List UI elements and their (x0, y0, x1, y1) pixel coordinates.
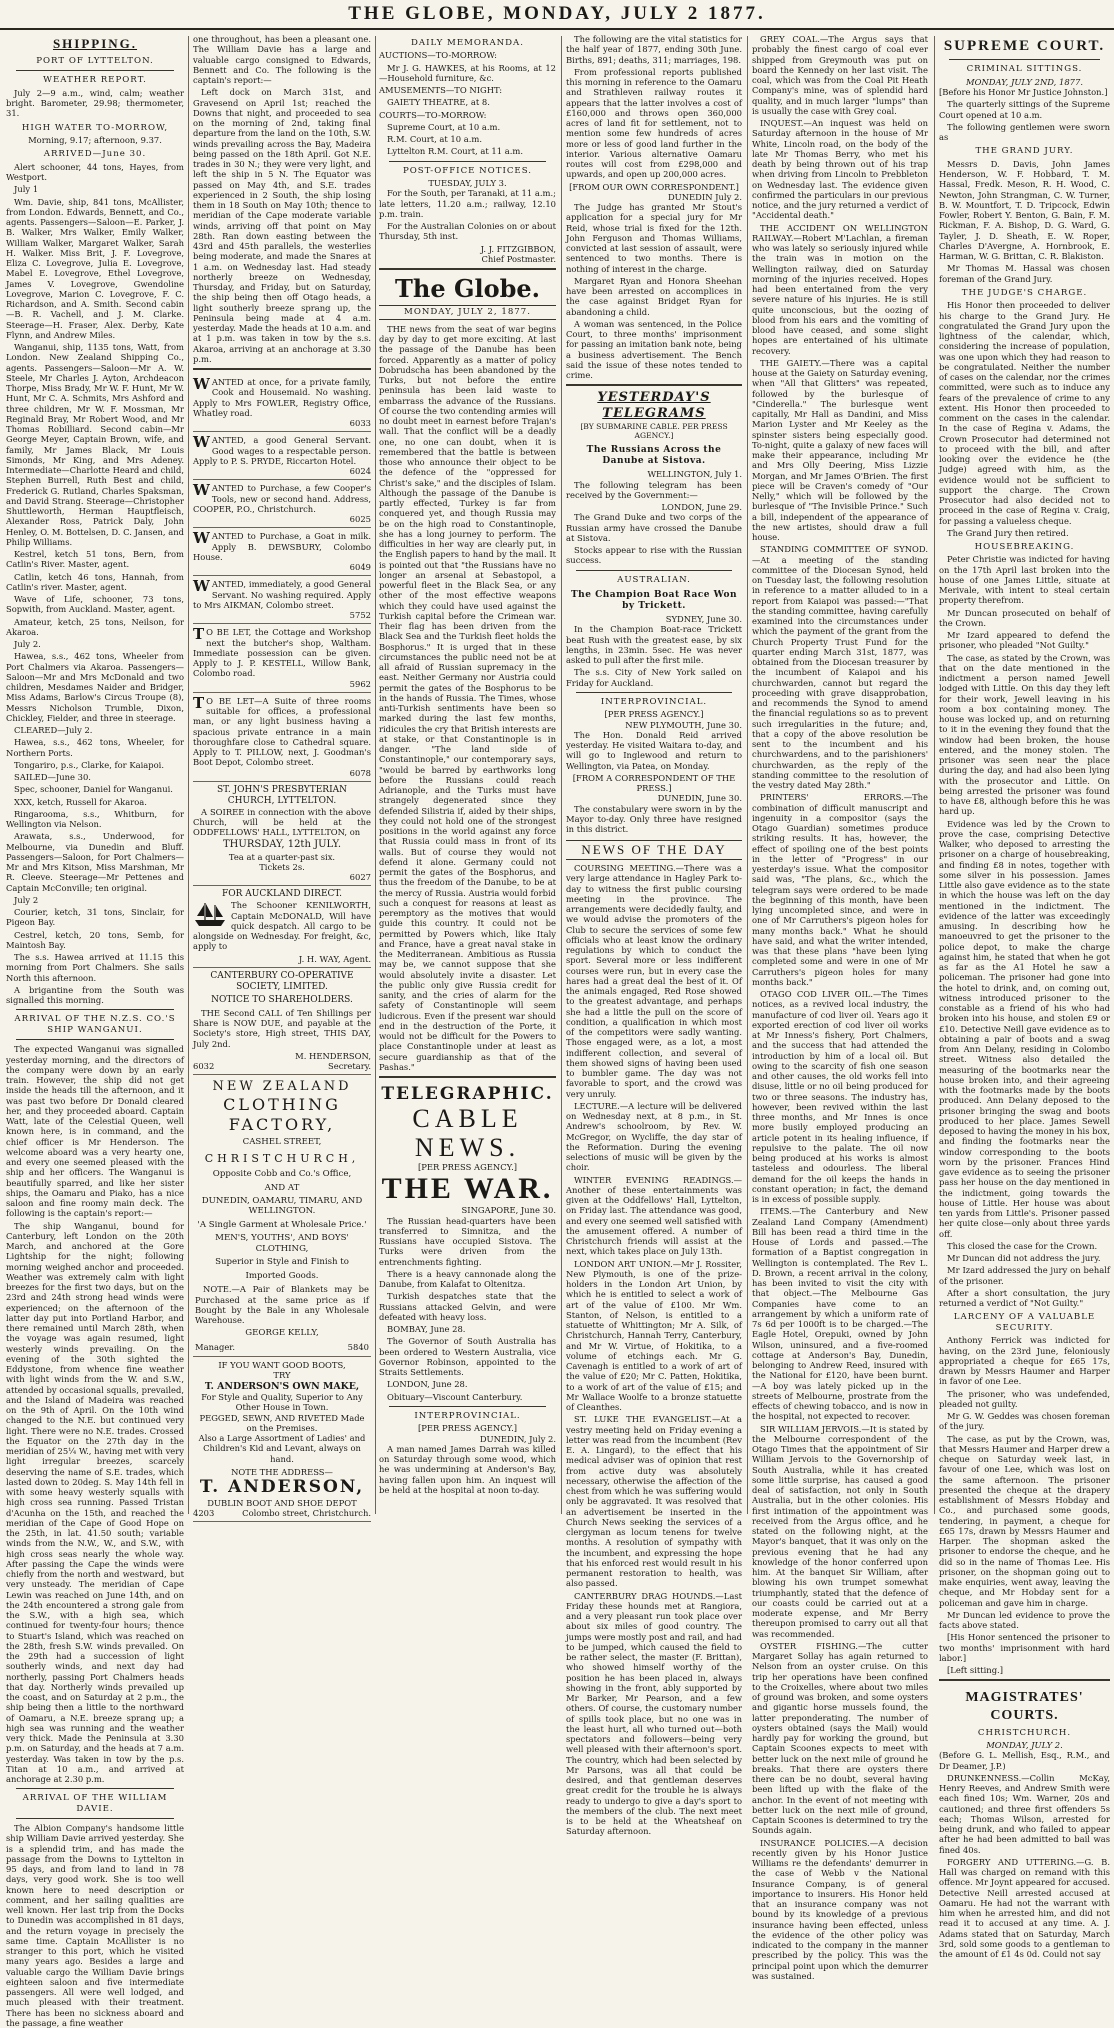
case-paragraph: The prisoner, who was undefended, pleaded not guilty. (939, 1388, 1110, 1409)
news-item: WINTER EVENING READINGS.—Another of these entertainments was given at the Oddfellows' Hall, Lyttelton, on Friday last. The attendance was good, and every one seemed well satisfied with the amusement offered. A number of Christchurch friends will assist at the next, which takes place on July 13th. (566, 1174, 742, 1257)
column-rule (375, 36, 376, 1514)
judges-charge-heading: THE JUDGE'S CHARGE. (961, 287, 1088, 298)
boots-pegged: PEGGED, SEWN, AND RIVETED Made on the Premises. (199, 1412, 365, 1433)
arrival-entry: July 1 (14, 184, 39, 195)
auctions-heading: AUCTIONS—TO-MORROW: (379, 50, 497, 61)
factory-opposite: Opposite Cobb and Co.'s Office, (212, 1169, 352, 1180)
case-paragraph: The case, as put by the Crown, was, that Messrs Haumer and Harper drew a cheque on Saturday week last, in favour of one Lee, which was lost on the same afternoon. The prisoner presented the cheque at the drapery establishment of Messrs Hobday and Co., and purchased some goods, tendering, in payment, a cheque for £65 17s, drawn by Messrs Haumer and Harper. The shopman asked the prisoner to endorse the cheque, and he did so in the name of Thomas Lee. His prisoner, on the shopman going out to make enquiries, went away, leaving the cheque, and Mr Hobday sent for a policeman and gave him in charge. (939, 1433, 1110, 1608)
sittings-opened: The quarterly sittings of the Supreme Court opened at 10 a.m. (939, 99, 1110, 120)
high-water-heading: HIGH WATER TO-MORROW, (21, 122, 169, 133)
ad-number: 5840 (347, 1341, 369, 1352)
ad-number: 6024 (349, 466, 371, 476)
case-paragraph: Anthony Ferrick was indicted for having, on the 23rd June, feloniously appropriated a cheque for £65 17s, drawn by Messrs Haumer and Harper in favor of one Lee. (939, 1335, 1110, 1387)
arrival-entry: July 2 (14, 894, 39, 905)
factory-name: CLOTHING FACTORY, (223, 1095, 341, 1134)
case-paragraph: Evidence was led by the Crown to prove the case, comprising Detective Walker, who deposed to arresting the prisoner on a charge of housebreaking, and finding £8 in notes, together with some silver in his possession. James Little also gave evidence as to the state in which the house was left on the day mentioned in the indictment. The evidence of the latter was exceedingly amusing. In describing how he manoeuvred to get the prisoner to the police depot, to make the charge against him, he stated that when he got as far as the A1 Hotel he saw a policeman. The prisoner had gone into the hotel to drink, and, on coming out, witness introduced prisoner to the constable as a friend of his who had broken into his house, and stolen £9 or £10. Detective Neill gave evidence as to obtaining a pair of boots and a swag from Ann Delany, residing in Colombo street. Witness also detailed the measuring of the bootmarks near the house broken into, and their agreeing with the footmarks made by the boots produced. Ann Delany deposed to the prisoner bringing the swag and boots produced to her place. James Sewell deposed to having the money in his box, and finding the footmarks near the window corresponding to the boots worn by the prisoner. Frances Hind gave evidence as to seeing the prisoner pass her house on the day mentioned in the indictment, going towards the house of Little. Her house was about ten yards from Little's. Prisoner passed her quite close—only about three yards off. (939, 818, 1110, 1239)
case-paragraph: DRUNKENNESS.—Collin McKay, Henry Reeves, and Andrew Smith were each fined 10s; Wm. Warner, 20s and cautioned; and three first offenders 5s each; Thomas Wilson, arrested for being drunk, and who failed to appear after he had been admitted to bail was fined 40s. (939, 1772, 1110, 1855)
auckland-ad (193, 886, 371, 967)
divider (576, 570, 732, 571)
ad-number: 6025 (349, 514, 371, 524)
auckland-agent: J. H. WAY, Agent. (298, 953, 371, 964)
margaret-text: Margaret Ryan and Honora Sheehan have been arrested on accomplices in the case against Bridget Ryan for abandoning a child. (566, 275, 742, 317)
news-item: PRINTERS' ERRORS.—The combination of difficult manuscript and ingenuity in a compositor (says the Otago Guardian) sometimes produce striking results. It has, however, the effect of spoiling one of the best points in the letter of "Progress" in our yesterday's issue. What the compositor said was, "The plans, &c., which the telegram says were ordered to be made the beginning of this month, have been lying uncompleted since, and were in one of Mr Carruthers's pigeon holes for many months back." What he should have said, and what the writer intended, was that these plans "have been lying completed some and were in one of Mr Carruthers's pigeon holes for many months back." (752, 792, 928, 987)
criminal-sittings: CRIMINAL SITTINGS. (966, 64, 1083, 75)
weather-report: July 2—9 a.m., wind, calm; weather bright. Barometer, 29.98; thermometer, 31. (6, 87, 184, 119)
housebreaking-case (939, 554, 1110, 1308)
arrival-entry: Wave of Life, schooner, 73 tons, Sopwith, from Auckland. Master, agent. (6, 594, 184, 615)
mc-cases (939, 1773, 1110, 1960)
divider (389, 1406, 546, 1407)
np-dateline: NEW PLYMOUTH, June 30. (625, 719, 742, 730)
post-day: TUESDAY, JULY 3. (428, 178, 507, 189)
news-item: COURSING MEETING.—There was a very large attendance in Hagley Park to-day to witness the first public coursing meeting in the province. The arrangements were decidedly faulty, and we would advise the promoters of the Club to secure the services of some few officials who at least know the ordinary regulations by which to conduct the sport. Several more or less indifferent courses were run, but in every case the hares had a great deal the best of it. Of the animals engaged, Red Rose showed to the greatest advantage, and perhaps she had a little the pull on the score of condition, a qualification in which most of the competitors were sadly wanting. Those engaged were, as a lot, a most indifferent collection, and several of them showed signs of having been used to bumbler game. The day was not favorable to sport, and the crowd was very unruly. (566, 863, 742, 1099)
arrival-entry: Courier, ketch, 31 tons, Sinclair, for Pigeon Bay. (6, 907, 184, 928)
divider (16, 1788, 174, 1789)
news-item: LONDON ART UNION.—Mr J. Rossiter, New Plymouth, is one of the prize-holders in the London Art Union, by which he is entitled to select a work of art of the value of £100. Mr Wm. Stanton, of Nelson, is entitled to a statuette of Whittington; Mr A. Silk, of Christchurch, Hannah Terry, Canterbury, and Mr W. Virtue, of Hokitika, to a volume of etchings each. Mr G. Cavenagh is entitled to a work of art of the value of £20; Mr C. Patten, Hokitika, to a work of art of the value of £15; and Mr Wallace Woolfe to a bronze statuette of Cleanthes. (566, 1258, 742, 1413)
boots-ad (193, 1357, 371, 1522)
factory-and-at: AND AT (264, 1182, 300, 1193)
postmaster-name: J. J. FITZGIBBON, (480, 243, 556, 254)
divider (566, 384, 742, 386)
australian-heading: AUSTRALIAN. (617, 574, 691, 585)
inter-text: A man named James Darrah was killed on Saturday through some wood, which he was undermining at Anderson's Bay, having fallen upon him. An inquest will be held at the hospital at noon to-day. (379, 1443, 556, 1495)
cable-news-heading: CABLE NEWS. (412, 1103, 523, 1162)
divider (193, 368, 371, 370)
larceny-heading: LARCENY OF A VALUABLE SECURITY. (953, 1312, 1096, 1333)
courts-heading: COURTS—TO-MORROW: (379, 109, 487, 120)
larceny-case (939, 1335, 1110, 1675)
drop-cap: T (193, 693, 205, 712)
arrival-entry: SAILED—June 30. (14, 772, 91, 783)
wanganui-heading: ARRIVAL OF THE N.Z.S. CO.'S SHIP WANGANUI. (14, 1014, 176, 1035)
church-text: A SOIREE in connection with the above Church, will be held at the ODDFELLOWS' HALL, LYTTELTON, on (193, 806, 371, 838)
ad-text: ANTED at once, for a private family, Cook and Housemaid. No washing. Apply to Mrs FOWLER, Registry Office, Whatley road. (193, 377, 371, 418)
davie-continued: one throughout, has been a pleasant one. The William Davie has a large and valuable cargo consigned to Edwards, Bennett and Co. The following is the captain's report:— (193, 34, 371, 85)
war-item: The Russian head-quarters have been transferred to Simnitza, and the Russians have occupied Sistova. The Turks were driven from the entrenchments fighting. (379, 1215, 556, 1267)
case-paragraph: Peter Christie was indicted for having on the 17th April last broken into the house of one James Little, situate at Merivale, with intent to steal certain property therefrom. (939, 554, 1110, 606)
interprovincial-heading: INTERPROVINCIAL. (414, 1410, 521, 1421)
mc-city: CHRISTCHURCH. (977, 1727, 1072, 1738)
factory-manager-title: Manager. (195, 1341, 236, 1352)
drop-cap: W (193, 375, 210, 393)
press-agency: [PER PRESS AGENCY.] (418, 1423, 517, 1434)
case-paragraph: Mr Duncan did not address the jury. (947, 1253, 1101, 1264)
case-paragraph: [Left sitting.] (947, 1665, 1003, 1676)
article-paragraph: The expected Wanganui was signalled yesterday morning, and the directors of the company were down by an early train. However, the ship did not get inside the heads till the afternoon, and it was past two before Dr Donald cleared her, and they proceeded aboard. Captain Watt, late of the Celestial Queen, well known here, is in command, and the chief officer is Mr Henderson. The welcome aboard was a very hearty one, and every one seemed pleased with the ship and her officers. The Wanganui is beautifully sparred, and like her sister ships, the Oamaru and Piako, has a nice saloon and fine roomy main deck. The following is the captain's report:— (6, 1044, 184, 1219)
news-item: ITEMS.—The Canterbury and New Zealand Land Company (Amendment) Bill has been read a third time in the House of Lords and passed.—The formation of a Baptist congregation in Wellington is contemplated. The Rev L. D. Brown, a recent arrival in the colony, has been invited to visit the city with that object.—The Melbourne Gas Companies have come to an arrangement by which a uniform rate of 7s 6d per 1000ft is to be charged.—The Eagle Hotel, Orepuki, owned by John Wilson, uninsured, and a five-roomed cottage at Anderson's Bay, Dunedin, belonging to Andrew Reed, insured with the National for £120, have been burnt.—A boy was lately picked up in the streets of Melbourne, prostrate from the effects of chewing tobacco, and is now in the hospital, not expected to recover. (752, 1206, 928, 1422)
masthead (0, 0, 1114, 30)
grand-duke-text: The Grand Duke and two corps of the Russian army have crossed the Danube at Sistova. (566, 512, 742, 543)
divider (16, 70, 174, 71)
divider (16, 1039, 174, 1040)
news-item: GREY COAL.—The Argus says that probably the finest cargo of coal ever shipped from Greymouth was put on board the Kennedy on her last visit. The coal, which was from the Coal Pit Heath Company's mine, was of splendid hard quality, and in much larger "lumps" than is usually the case with Grey coal. (752, 34, 928, 116)
drop-cap: W (193, 529, 210, 548)
city-ny-text: The s.s. City of New York sailed on Friday for Auckland. (566, 667, 742, 688)
arrival-entry: Catlin, ketch 46 tons, Hannah, from Catlin's river. Master, agent. (6, 571, 184, 592)
mc-before: (Before G. L. Mellish, Esq., R.M., and Dr Deamer, J.P.) (939, 1750, 1110, 1771)
factory-imported: Imported Goods. (245, 1270, 319, 1281)
editorial-text: THE news from the seat of war begins day by day to get more exciting. At last the passage of the Danube has been forced. Apparently as a matter of policy Dobrudscha has been abandoned by the Turks, but not before the entire peninsula has been laid waste to embarrass the advance of the Russians. Of course the two contending armies will no doubt meet in earnest before Trajan's wall. That the conflict will be a deadly one, no one can doubt, when it is remembered that the battle is between those who announce their object to be the defence of the "oppressed for Christ's sake," and the disciples of Islam. Although the passage of the Danube is partly effected, Turkey is far from conquered yet, and though Russia may be on the high road to Constantinople, she has a long journey to perform. The difficulties in her way are clearly put, in the English papers to hand by the mail. It is pointed out that "the Russians have no longer an arsenal at Sebastopol, a powerful fleet in the Black Sea, or any other of the most effective weapons which they could have used against the Turkish capital before the Crimean war. Their flag has been driven from the Black Sea and the Turkish fleet holds the Bosphorus." It is urged that in these circumstances the public need not be at all afraid of Russian supremacy in the east. Neither Germany nor Austria could permit the gates of the Bosphorus to be in the hands of Russia. The Times, whose anti-Turkish sentiments have been so marked during the last few months, ridicules the cry that British interests are at stake, or that Constantinople is in danger. "The land side of Constantinople," our contemporary says, "would be barred by earthworks long before the Russians could reach Adrianople, and the Turks must have strangely degenerated since they defended Silistria if, aided by their ships, they could not hold one of the strongest positions in the world against any force that Russia could mass in front of its walls. But of course they would not defend it alone. Germany could not permit the gates of the Bosphorus, and thus the freedom of the Danube, to be at the mercy of Russia. Austria would forbid such a conquest for reasons at least as peremptory as the motives that would guide this country. It could not be permitted by Powers which, like Italy and France, have a great naval stake in the Mediterranean. Ambitious as Russia may be, we cannot suppose that she would absolutely invite a disaster. Let the public only give Russia credit for sanity, and the cries of alarm for the safety of Constantinople will seem ludicrous. Even if the present war should end in the destruction of the Porte, it would not be difficult for the Powers to place Constantinople under at least as secure guardianship as that of the Pashas." (379, 323, 556, 1072)
post-text-2: For the Australian Colonies on or about Thursday, 5th inst. (379, 221, 556, 242)
arrival-entry: Cestrel, ketch, 20 tons, Semb, for Maintosh Bay. (6, 929, 184, 950)
boat-dateline: SYDNEY, June 30. (665, 614, 742, 625)
factory-manager: GEORGE KELLY, (245, 1328, 319, 1339)
magistrates-courts-heading: MAGISTRATES' COURTS. (965, 1690, 1084, 1723)
boots-address: Colombo street, Christchurch. (242, 1508, 371, 1519)
case-paragraph: FORGERY AND UTTERING.—G. B. Hall was charged on remand with this offence. Mr Joynt appeared for accused. Detective Neill arrested accused at Oamaru. He had not the warrant with him when he arrested him, and did not read it to accused at any time. A. J. Adams stated that on Saturday, March 3rd, sold some goods to a gentleman to the amount of £1 4s 0d. Could not say (939, 1856, 1110, 1960)
dunedin-dateline: DUNEDIN, June 30. (657, 793, 742, 804)
ad-number: 6032 (193, 1061, 215, 1071)
case-paragraph: After a short consultation, the jury returned a verdict of "Not Guilty." (939, 1287, 1110, 1309)
own-dateline: DUNEDIN July 2. (667, 191, 742, 202)
arrival-entry: Tongariro, p.s., Clarke, for Kaiapoi. (14, 759, 164, 770)
column-rule (188, 36, 189, 1514)
stocks-text: Stocks appear to rise with the Russian success. (566, 545, 742, 566)
court-date: MONDAY, JULY 2ND, 1877. (966, 76, 1083, 87)
news-item: LECTURE.—A lecture will be delivered on Wednesday next, at 8 p.m., in St. Andrew's schoolroom, by Rev. W. McGregor, on Wycliffe, the day star of the Reformation. During the evening selections of music will be given by the choir. (566, 1100, 742, 1173)
boots-style: For Style and Quality, Superior to Any Other House in Town. (201, 1392, 363, 1413)
grand-jury-heading: THE GRAND JURY. (975, 146, 1074, 157)
arrivals-list (6, 162, 184, 1006)
arrival-entry: Kestrel, ketch 51 tons, Bern, from Catlin's River. Master, agent. (6, 549, 184, 570)
boat-race-heading: The Champion Boat Race Won by Trickett. (570, 590, 738, 612)
war-item: There is a heavy cannonade along the Danube, from Kalafat to Oltenitza. (379, 1268, 556, 1290)
post-office-heading: POST-OFFICE NOTICES. (402, 165, 533, 176)
news-item: OYSTER FISHING.—The cutter Margaret Sollay has again returned to Nelson from an oyster cruise. On this trip her operations have been confined to the Croixelles, where about two miles of ground was broken, and some oysters and gigantic horse mussels found, the latter preponderating. The number of oysters obtained (says the Mail) would hardly pay for working the ground, but Captain Scoones expects to meet with better luck on the next mile of ground he breaks. That there are oysters there there can be no doubt, several having been lifted up with the flake of the anchor. In the event of not meeting with better luck on the next mile of ground, Captain Scoones is determined to try the Sounds again. (752, 1640, 928, 1836)
news-of-the-day-heading: NEWS OF THE DAY (566, 840, 742, 860)
coop-title: CANTERBURY CO-OPERATIVE SOCIETY, LIMITED. (210, 970, 354, 992)
supreme-court-heading: SUPREME COURT. (943, 38, 1106, 54)
factory-superior: Superior in Style and Finish to (215, 1257, 349, 1268)
ad-number: 6027 (349, 872, 371, 883)
arrival-entry: The s.s. Hawea arrived at 11.15 this morning from Port Chalmers. She sails North this afternoon. (6, 952, 184, 983)
interprovincial-heading: INTERPROVINCIAL. (600, 696, 708, 707)
ad-text: ANTED, a good General Servant. Good wages to a respectable person. Apply to P. S. PRYDE, Riccarton Hotel. (193, 435, 371, 466)
church-title: ST. JOHN'S PRESBYTERIAN CHURCH, LYTTELTON. (216, 784, 348, 806)
masthead-title: THE GLOBE, MONDAY, JULY 2 1877. (348, 3, 766, 24)
news-item: THE ACCIDENT ON WELLINGTON RAILWAY.—Robert M'Lachlan, a fireman who was lately so seriously injured while the train was in motion on the Wellington railway, died on Saturday morning of the injuries received. Hopes had been entertained from the very severe nature of his injuries. He is still quite unconscious, but the oozing of blood from his ears and the vomiting of blood have ceased, and some slight hopes are entertained of his ultimate recovery. (752, 222, 928, 356)
news-item: INSURANCE POLICIES.—A decision recently given by his Honor Justice Williams re the defendants' demurrer in the case of Webb v the National Insurance Company, is of general importance to insurers. His Honor held that an insurance company was not bound by its knowledge of a previous insurance having been effected, unless the evidence of the other policy was indicated to the company in the manner prescribed by the policy. This was the principal point upon which the demurrer was sustained. (752, 1837, 928, 1981)
factory-nz: NEW ZEALAND (212, 1079, 352, 1095)
coop-text: THE Second CALL of Ten Shillings per Share is NOW DUE, and payable at the Society's store, High street, THIS DAY, July 2nd. (193, 1007, 371, 1049)
church-tickets: Tickets 2s. (259, 861, 305, 872)
boots-lead: IF YOU WANT GOOD BOOTS, (218, 1360, 346, 1371)
woman-text: A woman was sentenced, in the Police Court, to three months' imprisonment for passing an imitation bank note, being a business advertisement. The Bench said the issue of these notes tended to crime. (566, 318, 742, 380)
classified-ad (193, 432, 371, 480)
clothing-factory-ad (193, 1075, 371, 1357)
boots-name: T. ANDERSON, (199, 1477, 365, 1498)
ad-text: O BE LET, the Cottage and Workshop next the butcher's shop, Waltham. Immediate possession can be given. Apply to J. P. KESTELL, Willow Bank, Colombo road. (193, 627, 371, 679)
church-ad (193, 782, 371, 887)
factory-cities: DUNEDIN, OAMARU, TIMARU, AND WELLINGTON. (201, 1196, 363, 1217)
case-paragraph: Mr Izard addressed the jury on behalf of the prisoner. (939, 1265, 1110, 1286)
sworn-text: The following gentlemen were sworn as (939, 121, 1110, 143)
arrival-entry: Ringarooma, s.s., Whitburn, for Wellington via Nelson. (6, 808, 184, 830)
drop-cap: T (193, 625, 205, 644)
ad-number: 6078 (349, 767, 371, 778)
postmaster-title: Chief Postmaster. (481, 253, 556, 264)
boots-own: T. ANDERSON'S OWN MAKE, (204, 1380, 360, 1392)
housebreaking-heading: HOUSEBREAKING. (974, 542, 1075, 552)
press-agency: [PER PRESS AGENCY.] (604, 709, 704, 720)
divider (16, 1009, 174, 1010)
amusements-text: GAIETY THEATRE, at 8. (387, 97, 490, 108)
foreman-text: Mr Thomas M. Hassal was chosen foreman of the Grand Jury. (939, 263, 1110, 284)
davie-article (6, 1823, 184, 2028)
davie-captain-report: Left dock on March 31st, and Gravesend on April 1st; reached the Downs that night, and proceeded to sea on the morning of 2nd, taking final departure from the land on the 10th, S.W. winds prevailing across the Bay, Madeira being passed on the 18th April. Got N.E. trades in 30 N.; they were very light, and left the ship in 5 N. The Equator was passed on May 4th, and S.E. trades experienced in 2 South, the ship losing them in 18 South on May 10th; thence to meridian of the Cape moderate variable winds, arriving off that point on May 28th. Ran down easting between the 43rd and 45th parallels, the westerlies being moderate, and made the Snares at 1 a.m. on Wednesday last. Had steady northerly breeze on Wednesday, Thursday, and Friday, but on Saturday, the ship being then off Otago heads, a light southerly breeze sprang up, the Peninsula being made at 4 a.m. yesterday. Made the heads at 10 a.m. and at 1 p.m. was taken in tow by the s.s. Akaroa, arriving at an anchorage at 3.30 p.m. (193, 87, 371, 364)
court-entry: R.M. Court, at 10 a.m. (387, 134, 483, 145)
divider (939, 1679, 1110, 1681)
ad-number: 6033 (349, 418, 371, 428)
factory-kinds: MEN'S, YOUTHS', AND BOYS' CLOTHING, (215, 1233, 349, 1254)
globe-title: The Globe. (395, 274, 540, 304)
case-paragraph: [His Honor sentenced the prisoner to two months' imprisonment with hard labor.] (939, 1632, 1110, 1663)
news-item: SIR WILLIAM JERVOIS.—It is stated by the Melbourne correspondent of the Otago Times that the appointment of Sir William Jervois to the Governorship of South Australia, while it has created some little surprise, has caused a good deal of satisfaction, not only in South Australia, but in the other colonies. His first intimation of the appointment was received from the Argus office, and he stated on the following night, at the Mayor's banquet, that it was only on the previous evening that he had any knowledge of the honor conferred upon him. At the banquet Sir William, after blowing his own trumpet somewhat triumphantly, stated that the defence of our coasts could be carried out at a moderate expense, and Mr Berry thereupon promised to carry out all that was recommended. (752, 1423, 928, 1639)
reid-text: The Hon. Donald Reid arrived yesterday. He visited Waitara to-day, and will go to Inglewood and return to Wellington, via Patea, on Monday. (566, 729, 742, 771)
inter-dateline: DUNEDIN, July 2. (479, 1433, 556, 1444)
arrival-entry: Hawea, s.s., 462 tons, Wheeler from Port Chalmers via Akaroa. Passengers—Saloon—Mr and Mrs McDonald and two children, Mesdames Naider and Bridger, Miss Adams, Barlow's Circus Troupe (8), Messrs Nicholson Trumble, Dixon, Chickley, Fielder, and three in steerage. (6, 651, 184, 723)
factory-slogan: 'A Single Garment at Wholesale Price.' (197, 1219, 367, 1230)
before-judge: [Before his Honor Mr Justice Johnston.] (939, 87, 1108, 98)
boat-text: In the Champion Boat-race Trickett beat Rush with the greatest ease, by six lengths, in 23min. 5sec. He was never asked to pull after the first mile. (566, 624, 742, 666)
classified-ad (193, 528, 371, 576)
drop-cap: W (193, 481, 210, 500)
drop-cap: W (193, 577, 210, 596)
the-war-heading: THE WAR. (381, 1172, 554, 1206)
news-items (566, 863, 742, 1837)
ad-text: O BE LET—A Suite of three rooms suitable for offices, a professional man, or any light business having a spacious private entrance in a main thoroughfare close to Cathedral square. Apply to T. PILLOW, next, J. Goodman's Boot Depot, Colombo street. (193, 695, 371, 768)
arrival-entry: July 2. (14, 639, 41, 650)
factory-street: CASHEL STREET, (242, 1137, 322, 1148)
news-items (752, 34, 928, 1981)
case-paragraph: Mr Izard appeared to defend the prisoner, who pleaded "Not Guilty." (939, 630, 1110, 651)
classified-ad (193, 624, 371, 693)
boots-note: NOTE THE ADDRESS— (231, 1466, 333, 1477)
weather-heading: WEATHER REPORT. (43, 75, 147, 86)
column-rule (747, 36, 748, 1514)
war-item: Turkish despatches state that the Russians attacked Gelvin, and were defeated with heavy loss. (379, 1291, 556, 1322)
auckland-title: FOR AUCKLAND DIRECT. (222, 889, 342, 900)
column-telegrams (566, 34, 742, 1837)
case-paragraph: Mr Duncan led evidence to prove the facts above stated. (939, 1609, 1110, 1631)
ship-icon (193, 900, 227, 928)
ad-number: 5962 (349, 678, 371, 689)
column-courts (939, 34, 1110, 1960)
ad-number: 4203 (193, 1508, 215, 1519)
war-dateline: SINGAPORE, June 30. (461, 1205, 556, 1216)
arrival-entry: Hawea, s.s., 462 tons, Wheeler, for Northern Ports. (6, 737, 184, 758)
press-agency: [PER PRESS AGENCY.] (418, 1162, 517, 1173)
arrival-entry: CLEARED—July 2. (14, 725, 93, 736)
submarine-cable: [BY SUBMARINE CABLE. PER PRESS AGENCY.] (580, 421, 728, 441)
case-paragraph: This closed the case for the Crown. (947, 1240, 1098, 1251)
classified-ad (193, 693, 371, 782)
ad-text: ANTED to Purchase, a few Cooper's Tools, new or second hand. Address, COOPER, P.O., Christchurch. (193, 483, 371, 514)
war-items (379, 1216, 556, 1402)
wanganui-article (6, 1044, 184, 1784)
boots-assortment: Also a Large Assortment of Ladies' and Children's Kid and Levant, always on hand. (198, 1433, 366, 1464)
high-water-times: Morning, 9.17; afternoon, 9.37. (28, 135, 162, 146)
arrived-heading: ARRIVED—June 30. (43, 149, 147, 160)
ad-number: 6049 (349, 562, 371, 572)
divider (379, 268, 556, 270)
case-paragraph: Mr G. W. Geddes was chosen foreman of the jury. (939, 1411, 1110, 1432)
mc-date: MONDAY, JULY 2. (986, 1740, 1063, 1751)
russians-dateline: WELLINGTON, July 1. (647, 469, 742, 480)
arrival-entry: Arawata, s.s., Underwood, for Melbourne, via Dunedin and Bluff. Passengers—Saloon, for Port Chalmers—Mr and Mrs Kitson, Miss Marshman, Mr R. Cleeve. Steerage—Mr Pettenes and Captain McConville; ten original. (6, 831, 184, 893)
davie-heading: ARRIVAL OF THE WILLIAM DAVIE. (22, 1793, 168, 1814)
divider (16, 1818, 174, 1819)
london-dateline: LONDON, June 29. (661, 502, 742, 513)
constabulary-text: The constabulary were sworn in by the Mayor to-day. Only three have resigned in this district. (566, 803, 742, 835)
divider (949, 59, 1100, 60)
telegraphic-heading: TELEGRAPHIC. (381, 1084, 554, 1105)
news-item: THE GAIETY.—There was a capital house at the Gaiety on Saturday evening, when "All that Glitters" was repeated, followed by the burlesque of "Cinderella." The burlesque went capitally, Mr Hall as Dandini, and Miss Marion Lyster and Mr Keeley as the spinster sisters being especially good. To-night, quite a galaxy of new faces will make their appearance, including Mr and Mrs Olly Deering, Miss Lizzie Morgan, and Mr James O'Brien. The first piece will be Craven's comedy of "Our Nelly," which will be followed by the burlesque of "The Invisible Prince." Such a bill, independent of the appearance of the new artistes, should draw a full house. (752, 357, 928, 542)
coop-secretary: Secretary. (328, 1061, 371, 1071)
arrival-entry: A brigantine from the South was signalled this morning. (6, 984, 184, 1006)
divider (576, 692, 732, 693)
arrival-entry: Amateur, ketch, 25 tons, Neilson, for Akaroa. (6, 616, 184, 637)
arrival-entry: Wm. Davie, ship, 841 tons, McAllister, from London. Edwards, Bennett, and Co., agents. Passengers—Saloon—E. Parker, J. B. Walker, Mrs Walker, Emily Walker, William Walker, Margaret Walker, Sarah H. Walker. Miss Brit, J. F. Lovegrove, Eliza C. Lovegrove, Julia E. Lovegrove, Mabel E. Lovegrove, Ethel Lovegrove, James V. Lovegrove, Gwendoline Lovegrove, Marion C. Lovegrove, F. C. Richardson, and A. Smith. Second cabin—B. R. Vachell, and J. M. Clarke. Steerage—H. Fraser, Alex. Derby, Kate Flynn, and Andrew Miles. (6, 196, 184, 340)
news-item: CANTERBURY DRAG HOUNDS.—Last Friday these hounds met at Rangiora, and a very pleasant run took place over about six miles of good country. The jumps were mostly post and rail, and had to be jumped, which caused the field to be rather select, the master (F. Brittan), who showed himself worthy of the position he has been placed in, always showing in the front, ably supported by Mr Barker, Mr Pearson, and a few others. Of course, the customary number of spills took place, but no one was in the least hurt, all who turned out—both spectators and followers—being very well pleased with their afternoon's sport. The country, which had been selected by Mr Parsons, was all that could be desired, and that gentleman deserves great credit for the trouble he is always ready to undergo to give a day's sport to the members of the club. The next meet is to be held at the Wheatsheaf on Saturday afternoon. (566, 1590, 742, 1837)
auctions-text: Mr J. G. HAWKES, at his Rooms, at 12—Household furniture, &c. (379, 62, 556, 83)
correspondent-press: [FROM A CORRESPONDENT OF THE PRESS.] (572, 772, 736, 794)
column-editorial (379, 34, 556, 1514)
coop-sign: M. HENDERSON, (295, 1050, 371, 1061)
classified-ad (193, 576, 371, 624)
church-date: THURSDAY, 12th JULY. (223, 839, 341, 851)
arrival-entry: Wanganui, ship, 1135 tons, Watt, from London. New Zealand Shipping Co., agents. Passengers—Saloon—Mr A. W. Steele, Mr Charles J. Ayton, Archdeacon Thorpe, Miss Brady, Mr W. F. Hunt, Mr W. Hunt, Mr C. A. Schmits, Mrs Ashford and three children, Mr W. F. Mossman, Mr Reginald Bray, Mr Robert Wood, and Mr Thomas Robilliard. Second cabin—Mr George Meyer, Captain Brown, wife, and family, Mr James Black, Mr Louis Simonds, Mr King, and Mrs Adeney. Intermediate—Charlotte Heard and child, Stephen Burrell, Ruth Best and child, Frederick G. Rutland, Charles Spaksman, and David Strang. Steerage—Christopher Shuttleworth, Herman Hauptfleisch, Alexander Ross, Patrick Daly, John Henley, O. M. Bottelsen, D. C. Jansen, and Philip Williams. (6, 342, 185, 547)
drop-cap: W (193, 433, 210, 452)
news-item: INQUEST.—An inquest was held on Saturday afternoon in the house of Mr White, Lincoln road, on the body of the late Mr Thomas Berry, who met his death by being thrown out of his trap when driving from Lincoln to Prebbleton on Wednesday last. The evidence given confirmed the particulars in our previous notice, and the jury returned a verdict of "Accidental death." (752, 118, 928, 221)
war-item: BOMBAY, June 28. (387, 1324, 466, 1335)
railway-routes: From professional reports published this morning in reference to the Oamaru and Strathleven railway routes it appears that the latter involves a cost of £160,000 and throws open 360,000 acres of land fit for settlement, not to mention some few hundreds of acres more or less of good land further in the interior. Various alternative Oamaru routes will cost from £298,000 and upwards, and open up 200,000 acres. (566, 66, 742, 180)
russians-text: The following telegram has been received by the Government:— (566, 479, 742, 500)
article-paragraph: The Albion Company's handsome little ship William Davie arrived yesterday. She is a splendid trim, and has made the passage from the Downs to Lyttelton in 95 days, and from land to land in 78 days, very good work. She is too well known here to need description or comment, and her sailing qualities are well known. Her last trip from the Docks to Dunedin was accomplished in 81 days, and the return voyage in precisely the same time. Captain McAllister is no stranger to this port, which he visited many years ago. Besides a large and valuable cargo the William Davie brings eighteen saloon and five intermediate passengers. All were well lodged, and much pleased with their treatment. There has been no sickness aboard and the passage, a fine weather (6, 1823, 184, 2028)
war-item: LONDON, June 28. (387, 1379, 468, 1390)
news-item: OTAGO COD LIVER OIL.—The Times notices, as a revived local industry, the manufacture of cod liver oil. Years ago it exported erection of cod liver oil works at Mr Inness's fishery, Port Chalmers, and the success that had attended the introduction by him of a local oil. But owing to the scarcity of fish one season and other causes, the old works fell into disuse, little or no oil being produced for two or three seasons. The industry has, however, been revived within the last three months, and Mr Innes is once more busily employed producing an article potent in its healing influence, if repulsive to the palate. The oil now being produced at his works is almost tasteless and odourless. The liberal demand for the oil keeps the hands in constant operation; in fact, the demand is in excess of possible supply. (752, 989, 928, 1204)
column-news (752, 34, 928, 1981)
court-entry: Supreme Court, at 10 a.m. (387, 121, 501, 132)
classified-ad (193, 374, 371, 432)
editorial-date: MONDAY, JULY 2, 1877. (379, 305, 556, 319)
classified-ad (193, 480, 371, 528)
jury-retired: The Grand Jury then retired. (947, 527, 1069, 538)
divider (389, 161, 546, 162)
war-item: The Governor of South Australia has been ordered to Western Australia, vice Governor Robinson, appointed to the Straits Settlements. (379, 1336, 556, 1378)
judges-charge-text: His Honor then proceeded to deliver his charge to the Grand Jury. He congratulated the Grand Jury upon the lightness of the calendar, which, considering the increase of population, was one upon which they had reason to be congratulated. Neither the number of cases on the calendar, nor the crimes committed, were such as to induce any fears of the prevalence of crime to any extent. His Honor then proceeded to comment on the cases in the calendar. In the case of Regina v. Adams, the Crown Prosecutor had determined not to proceed with the bill, and after looking over the evidence he (the Judge) agreed with him, as the evidence would not be sufficient to support the charge. The Crown Prosecutor had also decided not to proceed in the case of Regina v. Craig, for passing a valueless cheque. (939, 300, 1110, 526)
grand-jury-list: Messrs D. Davis, John James Henderson, W. F. Hobbard, T. M. Hassal, Fredk. Meson, R. H. Wood, C. Newton, John Strangman, C. W. Turner, B. W. Mountfort, T. D. Tripcock, Edwin Fowler, Robert Y. Benton, G. Bain, F. M. Rickman, F. A. Bishop, D. G. Ward, G. Tayler, J. D. Sheath, E. W. Roper, Charles D'Avergne, A. Hornbrook, E. Harman, W. G. Brittan, C. R. Blakiston. (939, 158, 1110, 262)
war-item: Obituary—Viscount Canterbury. (387, 1391, 523, 1402)
column-rule (561, 36, 562, 1514)
divider (379, 1076, 556, 1078)
factory-city: CHRISTCHURCH, (204, 1151, 360, 1165)
news-item: ST. LUKE THE EVANGELIST.—At a vestry meeting held on Friday evening a letter was read from the incumbent (Rev E. A. Lingard), to the effect that his medical adviser was of opinion that rest from active duty was absolutely necessary, otherwise the affection of the chest from which he was suffering would only be aggravated. It was resolved that an advertisement be inserted in the Church News seeking the services of a clergyman as locum tenens for twelve months. A resolution of sympathy with the incumbent, and expressing the hope that his enforced rest would result in his permanent restoration to health, was also passed. (566, 1414, 742, 1589)
column-rule (934, 36, 935, 1514)
coop-notice: NOTICE TO SHAREHOLDERS. (211, 994, 353, 1005)
own-correspondent: [FROM OUR OWN CORRESPONDENT.] (569, 181, 739, 192)
port-heading: PORT OF LYTTELTON. (36, 55, 154, 66)
vital-statistics: The following are the vital statistics for the half year of 1877, ending 30th June. Births, 891; deaths, 311; marriages, 198. (566, 34, 742, 65)
case-paragraph: Mr Duncan prosecuted on behalf of the Crown. (939, 607, 1110, 628)
factory-note: NOTE.—A Pair of Blankets may be Purchased at the same price as if Bought by the Bale in any Wholesale Warehouse. (195, 1284, 369, 1326)
court-entry: Lyttelton R.M. Court, at 11 a.m. (387, 146, 523, 157)
memoranda-heading: DAILY MEMORANDA. (411, 38, 524, 48)
arrival-entry: Spec, schooner, Daniel for Wanganui. (14, 784, 173, 795)
church-tea: Tea at a quarter-past six. (228, 851, 336, 862)
arrival-entry: Alert schooner, 44 tons, Hayes, from Westport. (6, 161, 184, 183)
auckland-text: The Schooner KENILWORTH, Captain McDONALD, Will have quick despatch. All cargo to be alongside on Wednesday. For freight, &c, apply to (193, 900, 371, 952)
shipping-heading: SHIPPING. (52, 36, 138, 51)
ad-number: 5752 (349, 610, 371, 620)
post-text: For the South, per Taranaki, at 11 a.m.; late letters, 11.20 a.m.; railway, 12.10 p.m. train. (379, 188, 556, 219)
judge-text: The Judge has granted Mr Stout's application for a special jury for Mr Reid, whose trial is fixed for the 12th. John Ferguson and Thomas Williams, convicted at last session of assault, were sentenced to two months. There is nothing of interest in the charge. (566, 202, 742, 274)
column-advertisements (193, 34, 371, 1519)
amusements-heading: AMUSEMENTS—TO NIGHT: (379, 85, 503, 96)
case-paragraph: The case, as stated by the Crown, was that on the date mentioned in the indictment a person named Jewell lodged with Little. On this day they left for their work, Jewell leaving in his room a box containing money. The house was locked up, and on returning to it in the evening they found that the window had been broken, the house entered, and the money stolen. The prisoner was seen near the place during the day, and had also been lying with the prosecutor and Little. On being arrested the prisoner was found to have £8, although before this he was hard up. (939, 652, 1110, 817)
boots-depot: DUBLIN BOOT AND SHOE DEPOT (207, 1497, 357, 1508)
russians-heading: The Russians Across the Danube at Sistova. (586, 445, 722, 467)
ad-text: ANTED, immediately, a good General Servant. No washing required. Apply to Mrs AIKMAN, Colombo street. (193, 579, 371, 610)
article-paragraph: The ship Wanganui, bound for Canterbury, left London on the 20th March, and anchored at the Gore Lightship for the night; following morning weighed anchor and proceeded. Weather was extremely calm with light breezes for the first two days, but on the 23rd and 24th strong head winds were experienced; on the afternoon of the latter day put into Portland Harbor, and there remained until March 28th, when the voyage was again resumed, light westerly winds prevailing. On the evening of the 30th sighted the Eddystone, from whence fine weather with light winds from the W. and S.W., attended by occasional squalls, prevailed, and the Island of Madeira was reached on the 9th of April. On the 10th wind changed to the N.E. but continued very light. There were no N.E. trades. Crossed the Equator on the 27th day in the meridian of 25¼ W., having met with very light irregular breezes, scarcely deserving the name of S.E. trades, which lasted down to 20deg. S. May 14th fell in with some heavy westerly squalls with high cross sea running. Passed Tristan d'Acunha on the 15th, and reached the meridian of the Cape of Good Hope on the 25th, in lat. 41.50 south; variable winds from the N.W., W., and S.W., with high cross seas nearly the whole way. After passing the Cape the winds were chiefly from the north and westward, but very unsteady. The meridian of Cape Lewin was reached on June 14th, and on the 24th encountered a strong gale from the S.W., with a high sea, which continued for twenty-four hours; thence to Stuart's Island, which was reached on the 28th, fresh S.W. winds prevailed. On the 29th had a succession of light southerly winds, and next day had northerly, passing Port Chalmers heads that day. Northerly winds prevailed up the coast, and on Saturday at 2 p.m., the ship being then a little to the northward of Oamaru, a N.E. breeze sprang up; a high sea was running and the weather very thick. Made the Peninsula at 3.30 p.m. on Saturday, and the heads at 7 a.m. yesterday. Was taken in tow by the p.s. Titan at 10 a.m., and arrived at anchorage at 2.30 p.m. (6, 1220, 184, 1785)
ad-text: ANTED to Purchase, a Goat in milk. Apply B. DEWSBURY, Colombo House. (193, 531, 371, 562)
coop-ad (193, 968, 371, 1075)
news-item: STANDING COMMITTEE OF SYNOD.—At a meeting of the standing committee of the Diocesan Synod, held on Tuesday last, the following resolution in reference to a matter alluded to in a report from Kaiapoi was passed:—"That the standing committee, having carefully examined into the circumstances under which the payment of the grant from the Church Property Trust Fund for the quarter ending March 31st, 1877, was obtained from the Diocesan treasurer by the incumbent of Kaiapoi and his churchwarden, cannot but regard the proceeding with grave disapprobation, and recommends the Synod to amend the financial regulations so as to prevent such irregularities in the future; and, that a copy of the above resolution be sent to the incumbent and his churchwardens, and to the parishioners' churchwarden, as the reply of the standing committee to the resolution of the vestry dated May 28th." (752, 544, 928, 790)
yesterdays-telegrams-heading: YESTERDAY'S TELEGRAMS (597, 390, 711, 422)
classified-ads (193, 374, 371, 782)
arrival-entry: XXX, ketch, Russell for Akaroa. (14, 796, 147, 807)
column-shipping (6, 34, 185, 2028)
boots-try: TRY (273, 1370, 291, 1381)
